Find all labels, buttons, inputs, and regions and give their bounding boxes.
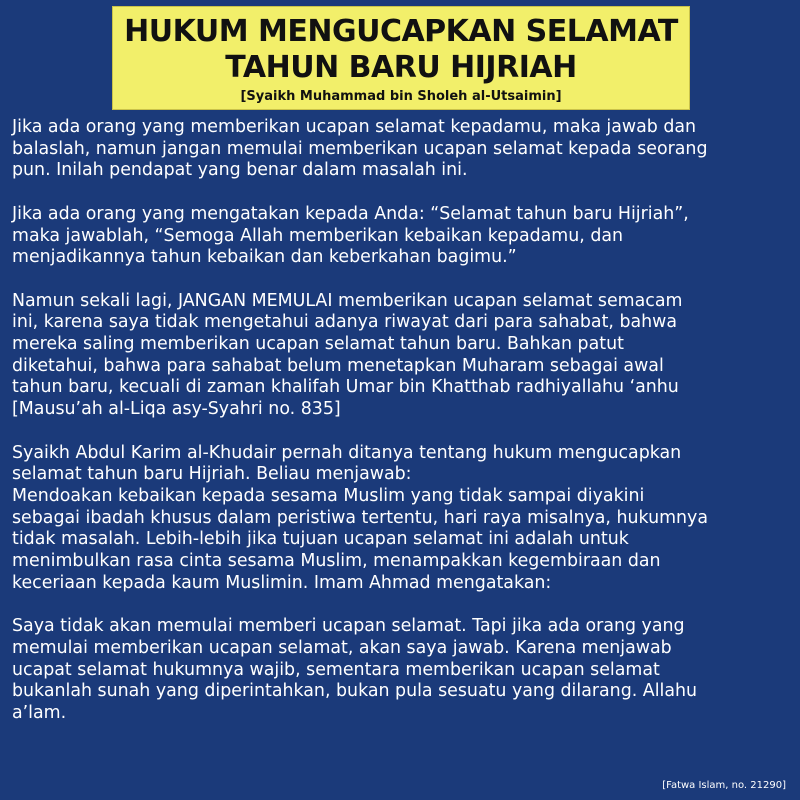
text-line: a’lam. <box>12 702 67 723</box>
text-line: menimbulkan rasa cinta sesama Muslim, menampakkan kegembiraan dan <box>12 551 661 572</box>
text-line: Saya tidak akan memulai memberi ucapan selamat. Tapi jika ada orang yang <box>12 616 685 637</box>
article-body <box>12 117 790 746</box>
text-line: bukanlah sunah yang diperintahkan, bukan pula sesuatu yang dilarang. Allahu <box>12 681 698 702</box>
text-line: pun. Inilah pendapat yang benar dalam masalah ini. <box>12 160 468 181</box>
title-banner <box>112 6 690 110</box>
text-line: sebagai ibadah khusus dalam peristiwa tertentu, hari raya misalnya, hukumnya <box>12 507 708 528</box>
text-line: memulai memberikan ucapan selamat, akan saya jawab. Karena menjawab <box>12 637 672 658</box>
text-line: ini, karena saya tidak mengetahui adanya riwayat dari para sahabat, bahwa <box>12 312 678 333</box>
text-line: mereka saling memberikan ucapan selamat tahun baru. Bahkan patut <box>12 334 624 354</box>
title-line-1: HUKUM MENGUCAPKAN SELAMAT <box>124 14 678 49</box>
paragraph-2 <box>12 204 790 269</box>
text-line: tidak masalah. Lebih-lebih jika tujuan ucapan selamat ini adalah untuk <box>12 529 629 550</box>
source-citation: [Fatwa Islam, no. 21290] <box>662 780 786 791</box>
text-line: diketahui, bahwa para sahabat belum menetapkan Muharam sebagai awal <box>12 355 664 376</box>
text-line: Jika ada orang yang memberikan ucapan selamat kepadamu, maka jawab dan <box>12 117 697 137</box>
paragraph-3 <box>12 291 790 421</box>
text-line: Syaikh Abdul Karim al-Khudair pernah ditanya tentang hukum mengucapkan <box>12 442 682 463</box>
text-line: Namun sekali lagi, JANGAN MEMULAI memberikan ucapan selamat semacam <box>12 290 683 311</box>
page-title <box>113 7 689 86</box>
text-line: Mendoakan kebaikan kepada sesama Muslim yang tidak sampai diyakini <box>12 485 645 506</box>
text-line: keceriaan kepada kaum Muslimin. Imam Ahmad mengatakan: <box>12 572 552 593</box>
author-attribution: [Syaikh Muhammad bin Sholeh al-Utsaimin] <box>240 89 562 104</box>
title-line-2: TAHUN BARU HIJRIAH <box>225 50 577 85</box>
text-line: ucapat selamat hukumnya wajib, sementara memberikan ucapan selamat <box>12 659 660 680</box>
text-line: selamat tahun baru Hijriah. Beliau menjawab: <box>12 464 412 485</box>
text-line: menjadikannya tahun kebaikan dan keberkahan bagimu.” <box>12 247 517 268</box>
text-line: tahun baru, kecuali di zaman khalifah Umar bin Khatthab radhiyallahu ‘anhu <box>12 377 679 398</box>
paragraph-1 <box>12 117 790 182</box>
citation-line: [Mausu’ah al-Liqa asy-Syahri no. 835] <box>12 399 341 420</box>
text-line: balaslah, namun jangan memulai memberikan ucapan selamat kepada seorang <box>12 138 708 159</box>
text-line: maka jawablah, “Semoga Allah memberikan kebaikan kepadamu, dan <box>12 225 624 246</box>
text-line: Jika ada orang yang mengatakan kepada Anda: “Selamat tahun baru Hijriah”, <box>12 203 689 224</box>
paragraph-4 <box>12 443 790 595</box>
paragraph-5 <box>12 616 790 725</box>
